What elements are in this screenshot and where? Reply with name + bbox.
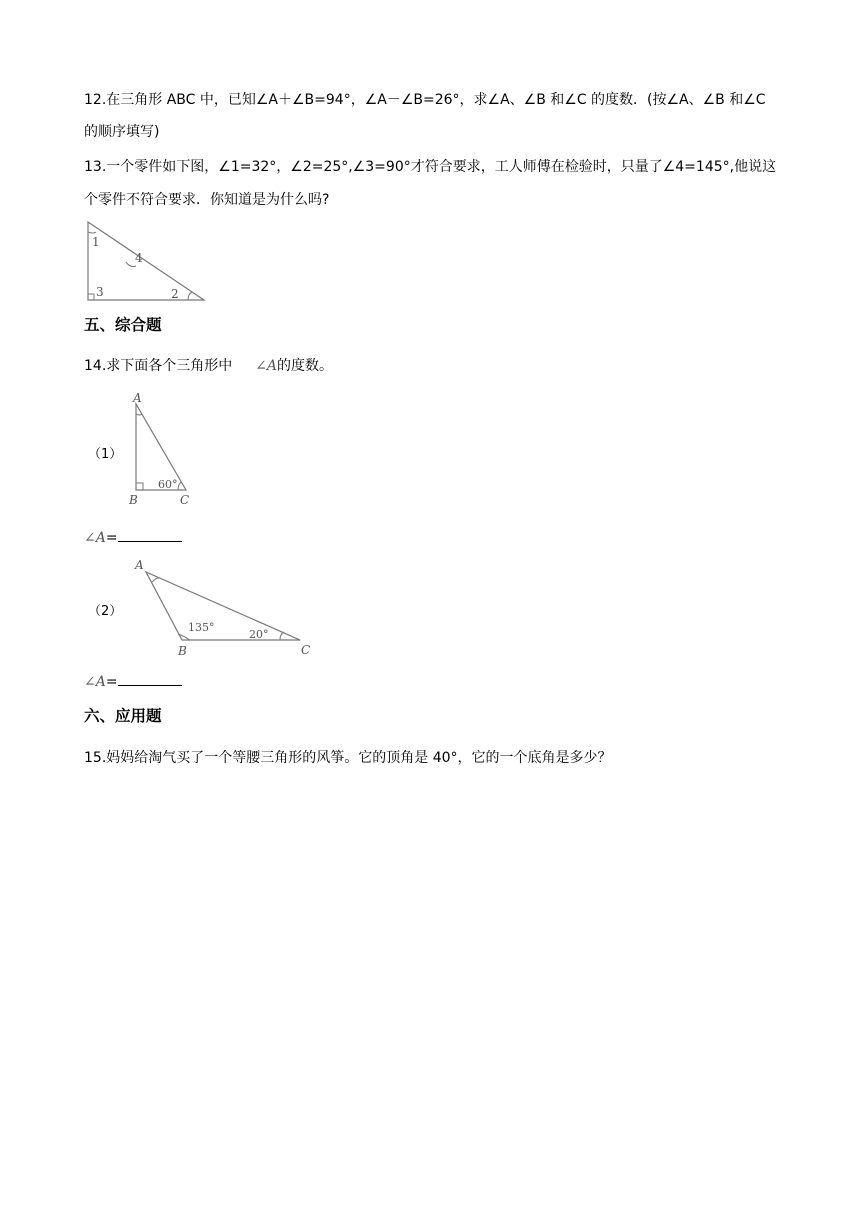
q13-angle-2-arc — [188, 292, 192, 300]
q13-part-figure — [84, 220, 208, 304]
q13-angle-1-arc — [88, 232, 96, 233]
q14-t2-angle-b-label: 135° — [188, 621, 215, 634]
q14-part-2-answer-blank[interactable] — [118, 673, 182, 686]
q14-part-1-label: （1） — [88, 447, 123, 462]
q14-t2-vertex-b: B — [178, 644, 187, 658]
q14-t1-right-angle-mark — [136, 483, 143, 490]
q14-t2-angle-a-arc — [152, 578, 159, 582]
q14-part-1-answer — [84, 528, 182, 548]
q14-t2-angle-c-label: 20° — [249, 628, 269, 641]
q14-part-2-answer-angle: ∠A — [84, 674, 106, 690]
q14-t1-vertex-a: A — [133, 391, 142, 405]
q14-part-2-answer-eq: = — [105, 674, 118, 690]
q13-label-2: 2 — [171, 287, 179, 301]
q14-part-1-answer-eq: = — [105, 530, 118, 546]
q14-t1-vertex-c: C — [180, 493, 190, 507]
q14-part-2-label: （2） — [88, 604, 123, 619]
q14-prompt-pre: 14.求下面各个三角形中 — [84, 358, 233, 374]
q14-part-1-answer-angle: ∠A — [84, 530, 106, 546]
q13-label-3: 3 — [96, 285, 104, 299]
q13-triangle — [88, 222, 204, 300]
q13-line-2: 个零件不符合要求．你知道是为什么吗? — [84, 192, 330, 208]
q14-part-2-figure — [130, 556, 320, 660]
q14-t1-angle-c-label: 60° — [158, 478, 178, 491]
q14-t2-vertex-a: A — [135, 558, 144, 572]
q14-prompt-angle-symbol: ∠A — [255, 358, 278, 374]
q14-prompt — [84, 356, 333, 376]
q14-t2-vertex-c: C — [301, 643, 311, 657]
q14-triangle-1-svg — [126, 390, 200, 510]
q14-triangle-2-svg — [130, 556, 320, 660]
q15-text: 15.妈妈给淘气买了一个等腰三角形的风筝。它的顶角是 40°，它的一个底角是多少？ — [84, 750, 612, 766]
section-5-title: 五、综合题 — [84, 316, 162, 334]
q14-part-1-figure — [126, 390, 200, 510]
q12-line-2: 的顺序填写) — [84, 124, 160, 140]
q13-label-4: 4 — [135, 251, 143, 265]
q14-part-1-answer-blank[interactable] — [118, 529, 182, 542]
section-6-title: 六、应用题 — [84, 707, 162, 725]
q14-triangle-2 — [146, 572, 300, 640]
q13-line-1: 13.一个零件如下图，∠1=32°，∠2=25°,∠3=90°才符合要求，工人师傅在检验时，只量了∠4=145°,他说这 — [84, 159, 777, 175]
q14-prompt-post: 的度数。 — [277, 358, 334, 374]
q14-part-2-answer — [84, 672, 182, 692]
q13-right-angle-mark — [88, 294, 94, 300]
q13-triangle-svg — [84, 220, 208, 304]
q12-line-1: 12.在三角形 ABC 中，已知∠A＋∠B=94°，∠A－∠B=26°，求∠A、∠B 和∠C 的度数．(按∠A、∠B 和∠C — [84, 92, 766, 108]
q14-t1-angle-a-arc — [136, 414, 142, 415]
q14-t1-angle-c-arc — [178, 482, 181, 490]
q13-label-1: 1 — [92, 235, 100, 249]
q14-t1-vertex-b: B — [129, 493, 138, 507]
